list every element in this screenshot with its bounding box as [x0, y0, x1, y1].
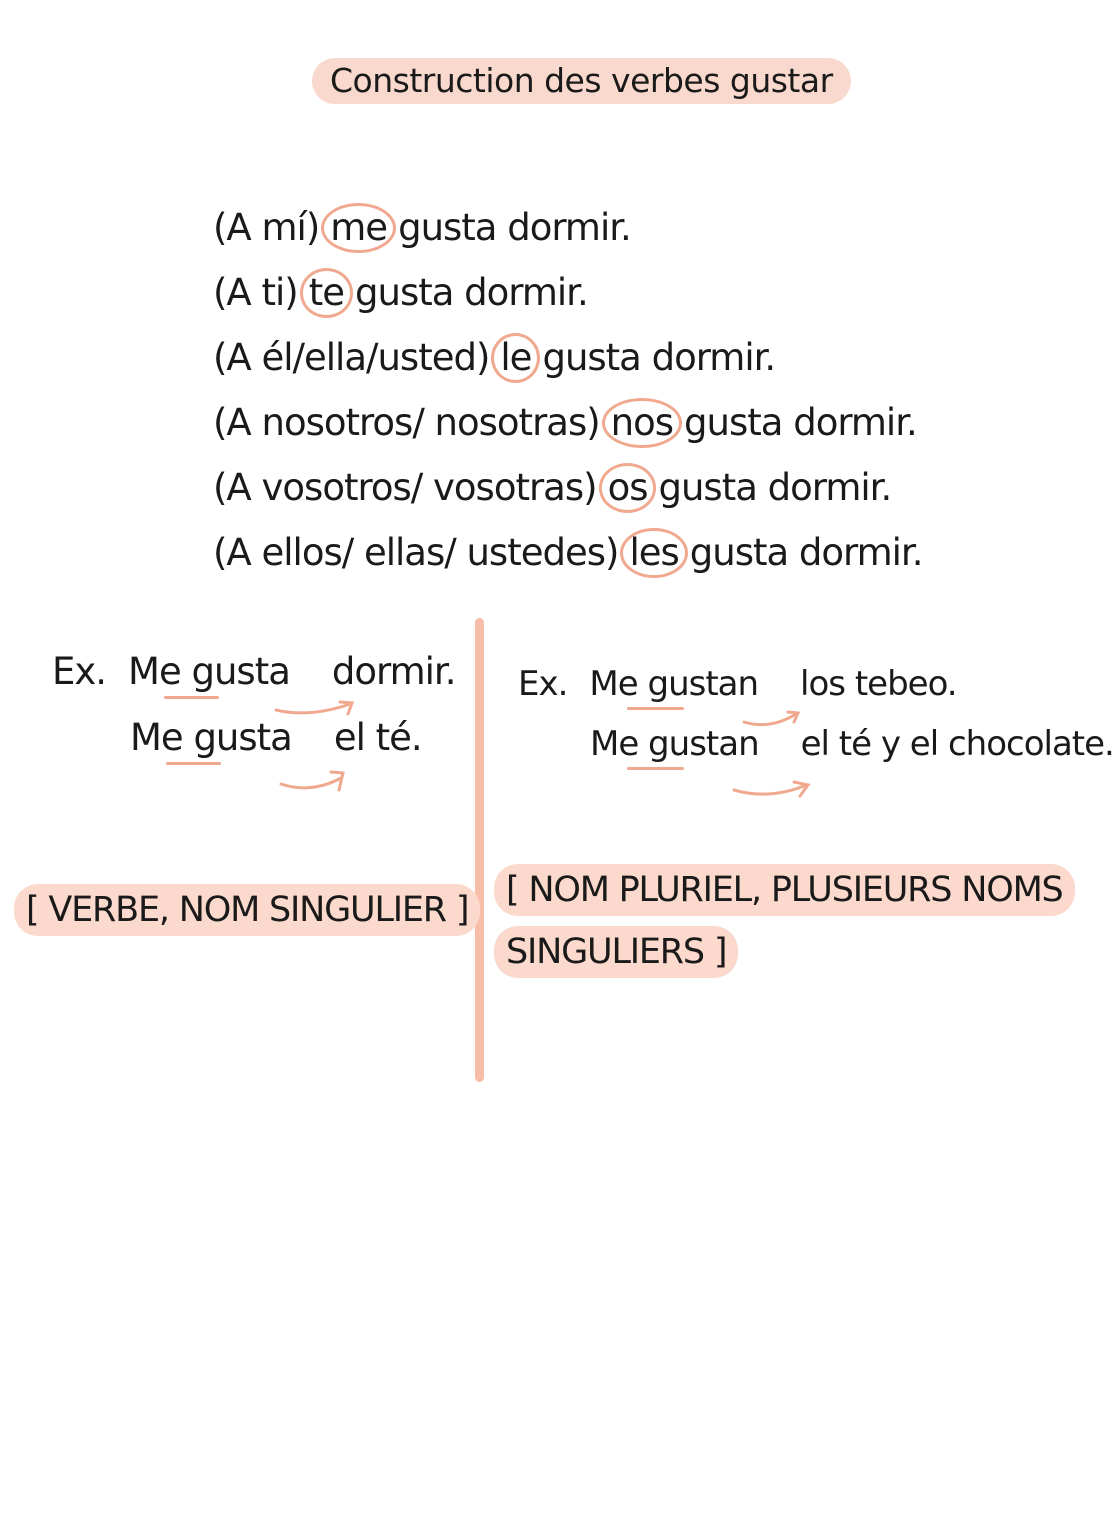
example-label: Ex. — [52, 650, 107, 693]
example-object: el té. — [333, 716, 422, 759]
page-title: Construction des verbes gustar — [312, 58, 851, 104]
example-label: Ex. — [518, 664, 568, 704]
pronoun-circled: te — [300, 268, 353, 318]
conjugation-list — [213, 200, 923, 590]
column-divider — [475, 618, 484, 1082]
verb-phrase: gusta dormir. — [398, 206, 631, 249]
example-verb: Me gustan — [589, 664, 759, 704]
conjugation-line — [213, 525, 923, 590]
pronoun-circled: nos — [602, 398, 682, 448]
conjugation-line — [213, 460, 923, 525]
example-object: el té y el chocolate. — [800, 724, 1114, 764]
pronoun-circled: les — [620, 528, 687, 578]
example-line — [130, 716, 422, 759]
verb-phrase: gusta dormir. — [542, 336, 776, 379]
pronoun-circled: os — [599, 463, 657, 513]
arrow-icon — [728, 776, 818, 804]
rule-tag-plural-continued: SINGULIERS ] — [494, 926, 738, 978]
subject: (A ti) — [213, 271, 298, 314]
arrow-icon — [275, 764, 355, 796]
example-line — [52, 650, 455, 693]
subject: (A mí) — [213, 206, 320, 249]
conjugation-line — [213, 200, 923, 265]
rule-tag-singular: [ VERBE, NOM SINGULIER ] — [14, 884, 480, 936]
subject: (A vosotros/ vosotras) — [213, 466, 597, 509]
pronoun-circled: le — [491, 333, 540, 383]
subject: (A nosotros/ nosotras) — [213, 401, 600, 444]
verb-phrase: gusta dormir. — [689, 531, 923, 574]
verb-phrase: gusta dormir. — [658, 466, 892, 509]
conjugation-line — [213, 330, 923, 395]
rule-tag-plural: [ NOM PLURIEL, PLUSIEURS NOMS — [494, 864, 1075, 916]
conjugation-line — [213, 265, 923, 330]
example-verb: Me gusta — [130, 716, 292, 759]
example-object: los tebeo. — [800, 664, 957, 704]
verb-phrase: gusta dormir. — [684, 401, 917, 444]
example-verb: Me gustan — [590, 724, 759, 764]
example-verb: Me gusta — [128, 650, 290, 693]
pronoun-circled: me — [321, 203, 396, 253]
subject: (A ellos/ ellas/ ustedes) — [213, 531, 619, 574]
example-line — [518, 664, 957, 704]
example-object: dormir. — [331, 650, 456, 693]
example-line — [590, 724, 1114, 764]
subject: (A él/ella/usted) — [213, 336, 490, 379]
conjugation-line — [213, 395, 923, 460]
verb-phrase: gusta dormir. — [355, 271, 588, 314]
